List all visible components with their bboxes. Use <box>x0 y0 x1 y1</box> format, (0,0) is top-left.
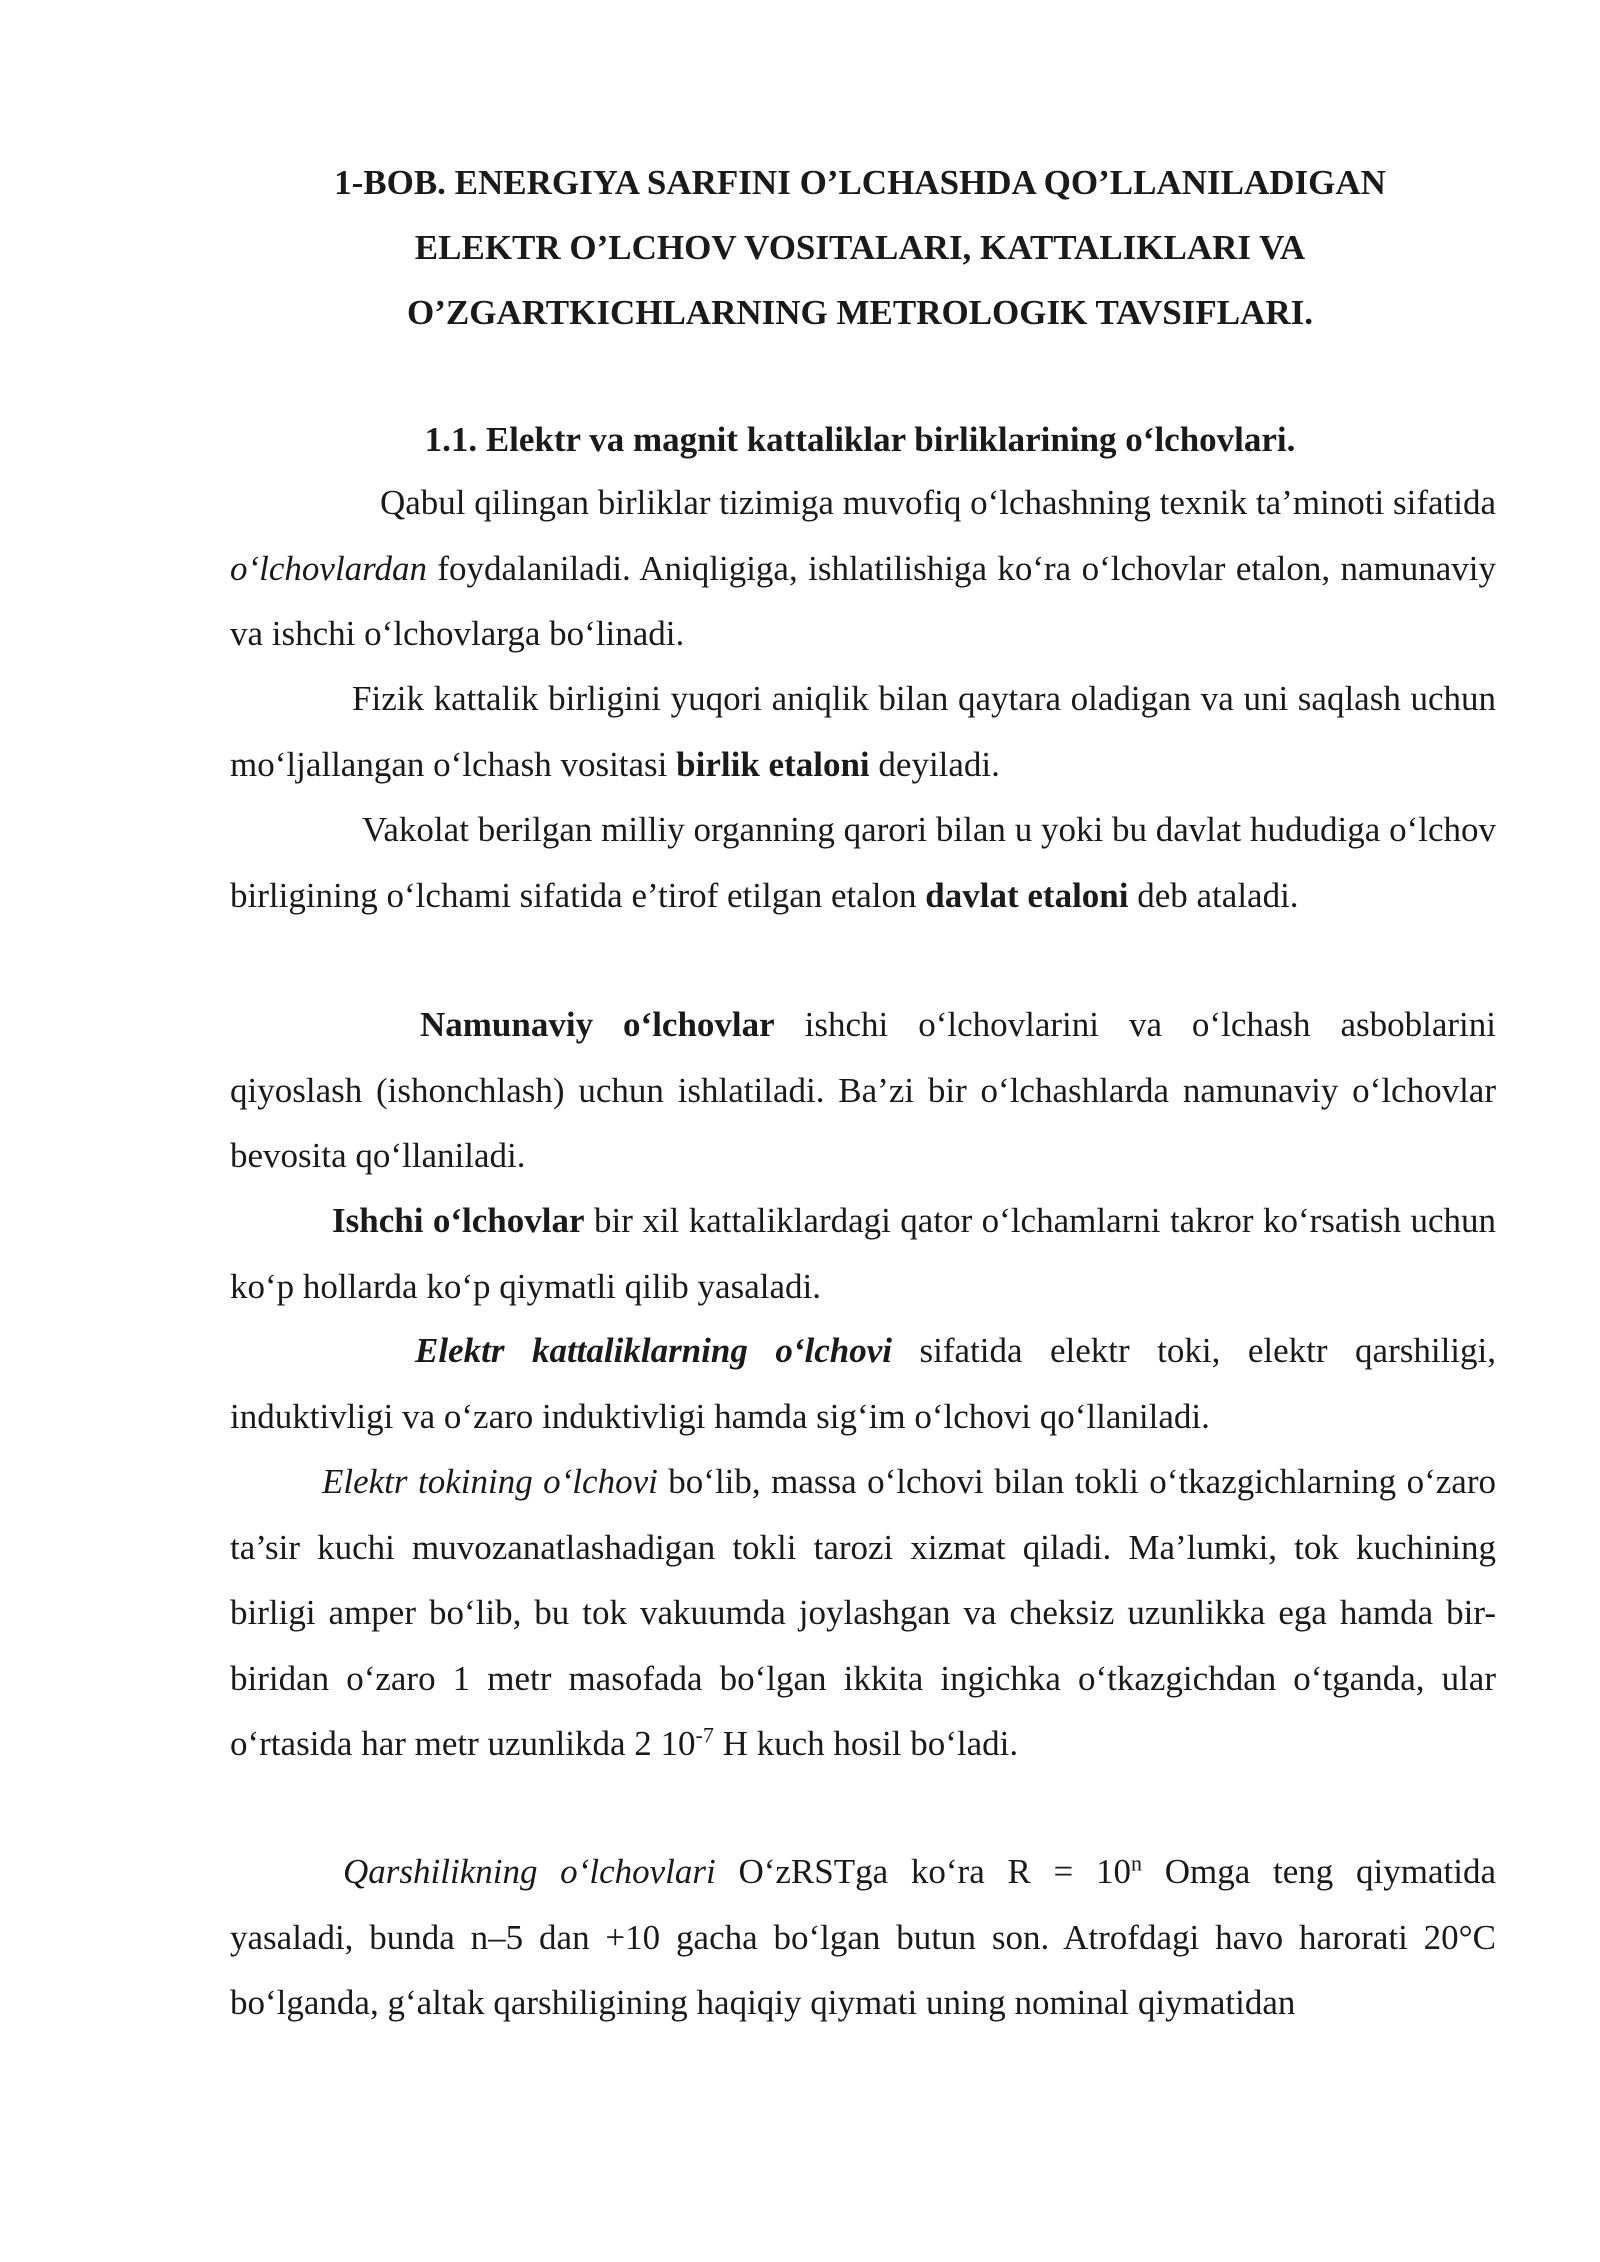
section-title: 1.1. Elektr va magnit kattaliklar birliklarining o‘lchovlari. <box>424 420 1296 459</box>
p5-term: Ishchi o‘lchovlar <box>332 1201 585 1240</box>
p7-text-b: bo‘lib, massa o‘lchovi bilan tokli o‘tkazgichlarning o‘zaro ta’sir kuchi muvozanatlashadigan tokli tarozi xizmat qiladi. Ma’lumki, tok kuchining birligi amper bo‘lib, bu tok vakuumda joylashgan va cheksiz uzunlikka ega hamda bir-biridan o‘zaro 1 metr masofada bo‘lgan ikkita ingichka o‘tkazgichdan o‘tganda, ular o‘rtasida har metr uzunlikda 2 10 <box>230 1462 1496 1763</box>
p1-text-b: foydalaniladi. Aniqligiga, ishlatilishiga ko‘ra o‘lchovlar etalon, namunaviy va ishchi o‘lchovlarga bo‘linadi. <box>230 548 1496 653</box>
paragraph-resistance-measures <box>230 1839 1496 2036</box>
paragraph-measures-intro <box>230 470 1496 667</box>
p6-term: Elektr kattaliklarning o‘lchovi <box>415 1331 892 1370</box>
chapter-title-line-3: O’ZGARTKICHLARNING METROLOGIK TAVSIFLARI. <box>406 293 1313 332</box>
paragraph-electric-measures <box>230 1318 1496 1449</box>
p7-exponent: -7 <box>695 1722 714 1748</box>
paragraph-reference-measures <box>230 992 1496 1189</box>
chapter-title-line-2: ELEKTR O’LCHOV VOSITALARI, KATTALIKLARI VA <box>414 228 1306 267</box>
p8-text-b: O‘zRSTga ko‘ra R = 10 <box>715 1852 1132 1891</box>
p8-term: Qarshilikning o‘lchovlari <box>343 1852 716 1891</box>
p2-text-b: deyiladi. <box>869 744 1000 784</box>
p2-text-a: Fizik kattalik birligini yuqori aniqlik bilan qaytara oladigan va uni saqlash uchun mo‘ljallangan o‘lchash vositasi <box>230 679 1496 784</box>
p1-text-a: Qabul qilingan birliklar tizimiga muvofiq o‘lchashning texnik ta’minoti sifatida <box>380 483 1496 522</box>
p3-text-a: Vakolat berilgan milliy organning qarori bilan u yoki bu davlat hududiga o‘lchov birligining o‘lchami sifatida e’tirof etilgan etalon <box>230 810 1496 915</box>
p7-text-c: H kuch hosil bo‘ladi. <box>713 1724 1019 1763</box>
p2-term: birlik etaloni <box>676 744 870 784</box>
chapter-title-line-1: 1-BOB. ENERGIYA SARFINI O’LCHASHDA QO’LLANILADIGAN <box>334 163 1386 202</box>
p8-text-c: Omga teng qiymatida yasaladi, bunda n–5 dan +10 gacha bo‘lgan butun son. Atrofdagi havo harorati 20°C bo‘lganda, g‘altak qarshiligining haqiqiy qiymati uning nominal qiymatidan <box>230 1852 1497 2022</box>
paragraph-current-measure <box>230 1449 1496 1777</box>
p4-term: Namunaviy o‘lchovlar <box>420 1005 775 1044</box>
p7-term: Elektr tokining o‘lchovi <box>322 1462 658 1501</box>
p5-text-b: bir xil kattaliklardagi qator o‘lchamlarni takror ko‘rsatish uchun ko‘p hollarda ko‘p qiymatli qilib yasaladi. <box>230 1201 1496 1306</box>
p3-text-b: deb ataladi. <box>1128 875 1299 915</box>
p6-text-b: sifatida elektr toki, elektr qarshiligi, induktivligi va o‘zaro induktivligi hamda sig‘im o‘lchovi qo‘llaniladi. <box>230 1331 1496 1436</box>
chapter-title <box>230 150 1490 345</box>
p4-text-b: ishchi o‘lchovlarini va o‘lchash asboblarini qiyoslash (ishonchlash) uchun ishlatiladi. Ba’zi bir o‘lchashlarda namunaviy o‘lchovlar bevosita qo‘llaniladi. <box>230 1005 1496 1175</box>
paragraph-working-measures <box>230 1188 1496 1319</box>
p8-exponent: n <box>1131 1850 1143 1876</box>
p1-emphasis: o‘lchovlardan <box>230 548 427 588</box>
paragraph-state-standard <box>230 797 1496 928</box>
paragraph-unit-standard <box>230 666 1496 797</box>
p3-term: davlat etaloni <box>925 875 1129 915</box>
